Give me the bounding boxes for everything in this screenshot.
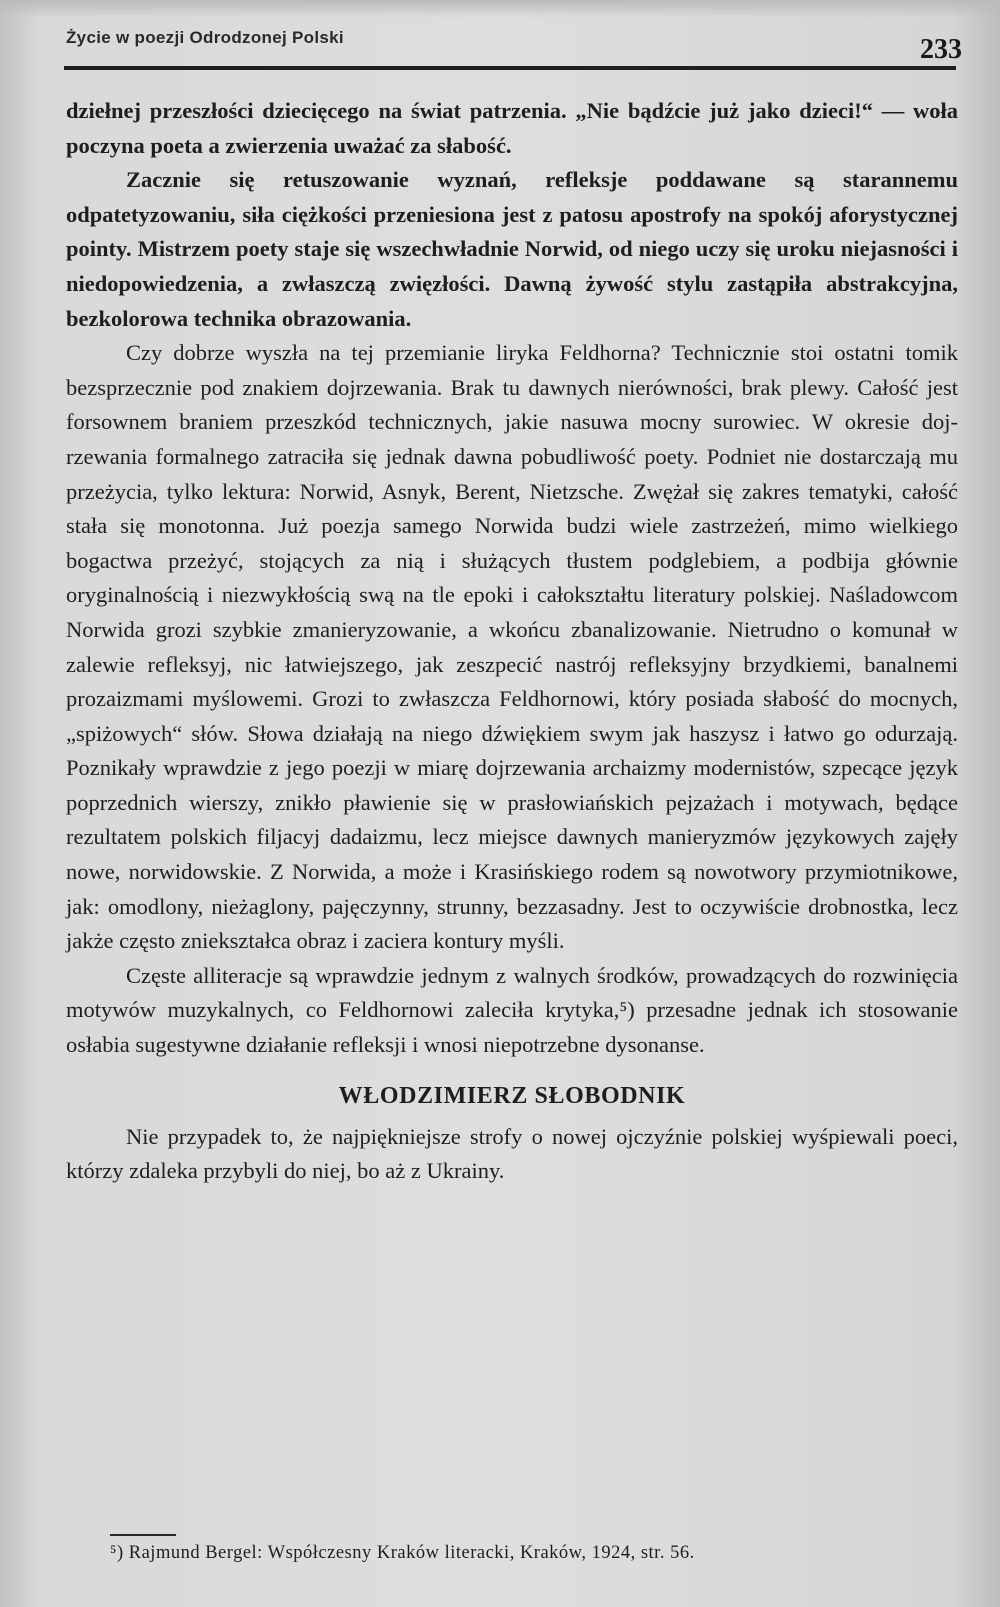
paragraph: Zacznie się retuszowanie wyznań, refleksje poddawane są starannemu odpatetyzowaniu, siła ciężkości przeniesiona jest z patosu apostrofy na spokój aforystycznej pointy. Mistrzem poety staje się wszechwładnie Norwid, od niego uczy się uroku niejasności i niedopowiedzenia, a zwłaszczą zwięzłości. Dawną żywość stylu zastąpiła abstrakcyjna, bezkolorowa technika obrazowania. bbox=[66, 167, 958, 331]
footnote-text: Rajmund Bergel: Współczesny Kraków literacki, Kraków, 1924, str. 56. bbox=[128, 1543, 695, 1563]
running-title: Życie w poezji Odrodzonej Polski bbox=[66, 28, 344, 47]
page-number: 233 bbox=[920, 34, 962, 65]
footnote-marker: ⁵) bbox=[110, 1543, 124, 1563]
section-heading: WŁODZIMIERZ SŁOBODNIK bbox=[338, 1082, 686, 1109]
paragraph-continuation: dziełnej przeszłości dziecięcego na świat patrzenia. „Nie bądźcie już jako dzieci!“ — woła poczyna poeta a zwierzenia uważać za słabość. bbox=[66, 98, 958, 158]
paragraph: Częste alliteracje są wprawdzie jednym z walnych środków, prowadzących do rozwinięcia motywów muzykalnych, co Feldhornowi zaleciła krytyka,⁵) przesadne jednak ich stosowanie osłabia sugestywne działanie refleksji i wnosi niepotrzebne dysonanse. bbox=[66, 962, 958, 1058]
header-rule bbox=[64, 66, 956, 70]
footnote bbox=[110, 1541, 950, 1565]
main-text bbox=[66, 94, 958, 1189]
footnote-rule bbox=[110, 1534, 176, 1536]
paragraph: Nie przypadek to, że najpiękniejsze strofy o nowej ojczyźnie polskiej wyśpiewali poeci, którzy zdaleka przybyli do niej, bo aż z Ukrainy. bbox=[66, 1123, 958, 1184]
paragraph: Czy dobrze wyszła na tej przemianie liryka Feldhorna? Technicznie stoi ostatni tomik bezsprzecznie pod znakiem dojrzewania. Brak tu dawnych nierówności, brak plewy. Całość jest forsownem braniem przeszkód technicznych, jakie nasuwa mocny surowiec. W okresie dojrzewania formalnego zatraciła się jednak dawna pobudliwość poety. Podniet nie dostarczają mu przeżycia, tylko lektura: Norwid, Asnyk, Berent, Nietzsche. Zwężał się zakres tematyki, całość stała się monotonna. Już poezja samego Norwida budzi wiele zastrzeżeń, mimo wielkiego bogactwa przeżyć, stojących za nią i służących tłustem podglebiem, a podbija głównie oryginalnością i niezwykłością swą na tle epoki i całokształtu literatury polskiej. Naśladowcom Norwida grozi szybkie zmanieryzowanie, a wkońcu zbanalizowanie. Nietrudno o komunał w zalewie refleksyj, nic łatwiejszego, jak zeszpecić nastrój refleksyjny brzydkiemi, banalnemi prozaizmami myślowemi. Grozi to zwłaszcza Feldhornowi, który posiada słabość do mocnych, „spiżowych“ słów. Słowa działają na niego dźwiękiem swym jak haszysz i łatwo go odurzają. Poznikały wprawdzie z jego poezji w miarę dojrzewania archaizmy modernistów, szpecące język poprzednich wierszy, znikło pławienie się w prasłowiańskich pejzażach i motywach, będące rezultatem polskich filjacyj dadaizmu, lecz miejsce dawnych manieryzmów językowych zajęły nowe, norwidowskie. Z Norwida, a może i Krasińskiego rodem są nowotwory przymiotnikowe, jak: omodlony, nieżaglony, pajęczynny, strunny, bezzasadny. Jest to oczywiście drobnostka, lecz jakże często zniekształca obraz i zaciera kontury myśli. bbox=[66, 340, 958, 954]
page-edge-shadow bbox=[0, 0, 1000, 18]
